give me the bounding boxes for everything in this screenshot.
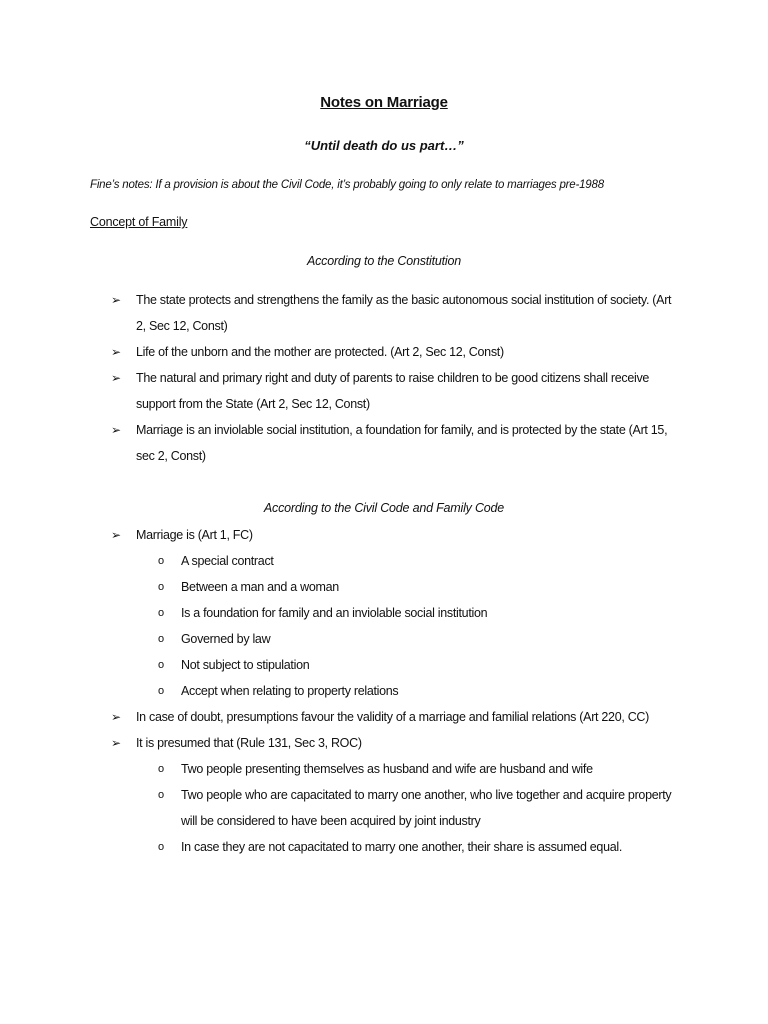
sub-list-item-text: Governed by law — [181, 632, 271, 646]
sub-list-item-text: Between a man and a woman — [181, 580, 339, 594]
circle-bullet-icon: o — [158, 633, 164, 645]
list-item-text: Marriage is (Art 1, FC) — [136, 528, 253, 542]
sub-list-item — [0, 756, 676, 782]
civil-code-list — [0, 522, 676, 860]
circle-bullet-icon: o — [158, 841, 164, 853]
sub-list-item — [0, 834, 676, 860]
arrow-bullet-icon: ➢ — [111, 736, 121, 750]
constitution-list — [0, 287, 676, 469]
sub-list-item — [0, 548, 676, 574]
arrow-bullet-icon: ➢ — [111, 371, 121, 385]
list-item — [0, 704, 676, 730]
sub-list-item — [0, 782, 676, 834]
arrow-bullet-icon: ➢ — [111, 710, 121, 724]
page-title: Notes on Marriage — [320, 94, 448, 111]
circle-bullet-icon: o — [158, 581, 164, 593]
sub-list-item-text: Two people who are capacitated to marry one another, who live together and acquire property will be considered to have been acquired by joint industry — [181, 788, 672, 828]
sub-list-item-text: Is a foundation for family and an inviolable social institution — [181, 606, 488, 620]
circle-bullet-icon: o — [158, 555, 164, 567]
list-item-text: Life of the unborn and the mother are protected. (Art 2, Sec 12, Const) — [136, 345, 504, 359]
sub-list-item — [0, 678, 676, 704]
section-heading-concept-of-family: Concept of Family — [90, 215, 188, 229]
list-item-text: In case of doubt, presumptions favour the validity of a marriage and familial relations (Art 220, CC) — [136, 710, 650, 724]
sub-list-item — [0, 652, 676, 678]
list-item — [0, 287, 676, 339]
circle-bullet-icon: o — [158, 685, 164, 697]
sub-list-item-text: Not subject to stipulation — [181, 658, 310, 672]
list-item — [0, 339, 676, 365]
sub-list-item — [0, 626, 676, 652]
list-item — [0, 417, 676, 469]
sub-list-item-text: Two people presenting themselves as husband and wife are husband and wife — [181, 762, 593, 776]
epigraph-quote: “Until death do us part…” — [304, 138, 464, 153]
arrow-bullet-icon: ➢ — [111, 293, 121, 307]
subheading-constitution: According to the Constitution — [306, 254, 461, 268]
circle-bullet-icon: o — [158, 789, 164, 801]
list-item-text: Marriage is an inviolable social institution, a foundation for family, and is protected by the state (Art 15, sec 2, Const) — [136, 423, 668, 463]
author-note: Fine’s notes: If a provision is about the Civil Code, it’s probably going to only relate to marriages pre-1988 — [90, 179, 604, 191]
sub-list-item-text: In case they are not capacitated to marry one another, their share is assumed equal. — [181, 840, 623, 854]
list-item — [0, 730, 676, 756]
circle-bullet-icon: o — [158, 607, 164, 619]
sub-list-item — [0, 574, 676, 600]
arrow-bullet-icon: ➢ — [111, 528, 121, 542]
sub-list-item — [0, 600, 676, 626]
arrow-bullet-icon: ➢ — [111, 423, 121, 437]
list-item — [0, 365, 676, 417]
list-item — [0, 522, 676, 548]
list-item-text: The state protects and strengthens the family as the basic autonomous social institution of society. (Art 2, Sec 12, Const) — [136, 293, 672, 333]
sub-list-item-text: A special contract — [181, 554, 274, 568]
circle-bullet-icon: o — [158, 659, 164, 671]
subheading-civil-code: According to the Civil Code and Family Code — [263, 501, 505, 515]
circle-bullet-icon: o — [158, 763, 164, 775]
list-item-text: The natural and primary right and duty of parents to raise children to be good citizens shall receive support from the State (Art 2, Sec 12, Const) — [136, 371, 650, 411]
list-item-text: It is presumed that (Rule 131, Sec 3, ROC) — [136, 736, 362, 750]
arrow-bullet-icon: ➢ — [111, 345, 121, 359]
sub-list-item-text: Accept when relating to property relations — [181, 684, 399, 698]
